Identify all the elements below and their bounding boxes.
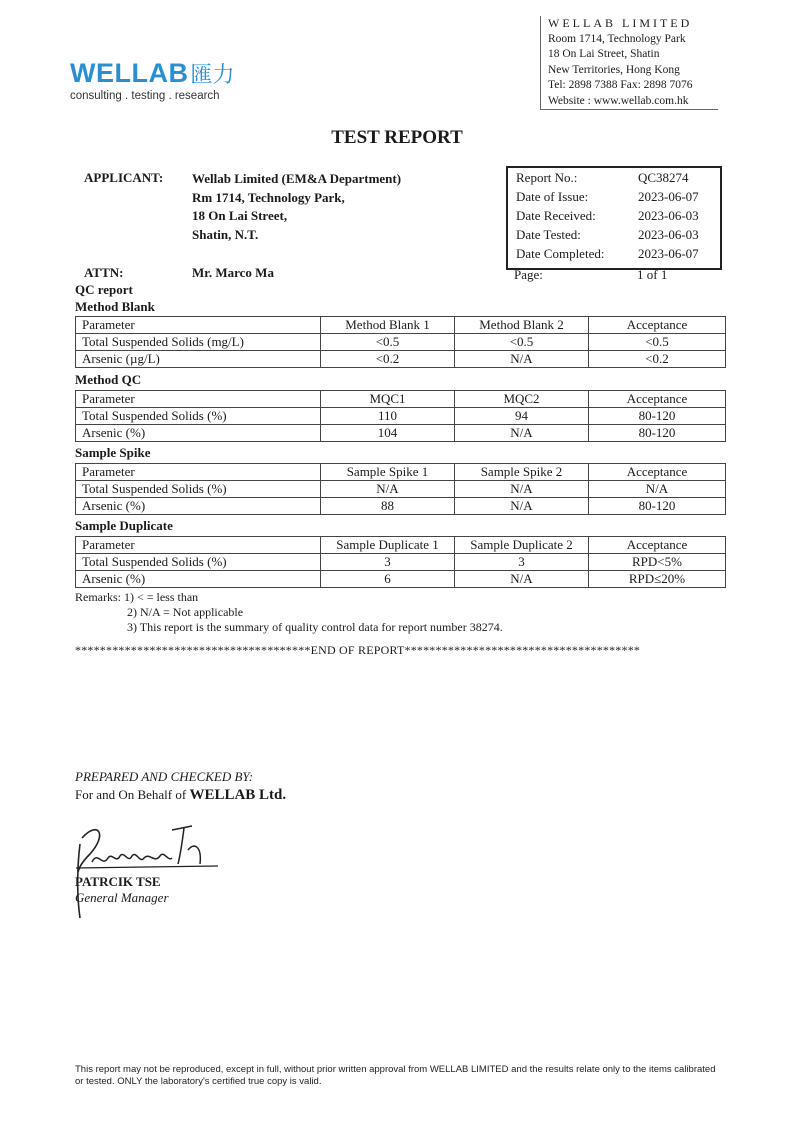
- table-cell: Total Suspended Solids (%): [76, 554, 321, 571]
- table-header-row: [76, 537, 726, 554]
- page-number: [514, 267, 668, 283]
- signatory-name: PATRCIK TSE: [75, 874, 161, 889]
- table-cell: N/A: [455, 425, 589, 442]
- table-cell: <0.2: [321, 351, 455, 368]
- info-value: QC38274: [638, 170, 689, 185]
- table-row: [76, 498, 726, 515]
- table-cell: 110: [321, 408, 455, 425]
- behalf-company: WELLAB Ltd.: [189, 787, 287, 803]
- table-sample-spike: [75, 463, 726, 515]
- table-sample-duplicate: [75, 536, 726, 588]
- table-row: [76, 408, 726, 425]
- attn-value: Mr. Marco Ma: [192, 265, 274, 280]
- table-cell: 6: [321, 571, 455, 588]
- info-key: Date of Issue:: [516, 189, 589, 204]
- header-cell: Parameter: [76, 391, 321, 408]
- on-behalf-line: [75, 787, 286, 804]
- table-cell: RPD<5%: [589, 554, 726, 571]
- table-cell: <0.5: [589, 334, 726, 351]
- table-cell: 88: [321, 498, 455, 515]
- table-cell: N/A: [455, 498, 589, 515]
- header-cell: MQC1: [321, 391, 455, 408]
- header-cell: Sample Spike 2: [455, 464, 589, 481]
- footer-disclaimer: This report may not be reproduced, except in full, without prior written approval from WELLAB LIMITED and the results relate only to the items calibrated or tested. ONLY the laboratory's certified true copy is valid.: [75, 1064, 716, 1087]
- table-method-qc: [75, 390, 726, 442]
- table-cell: N/A: [589, 481, 726, 498]
- table-cell: Arsenic (µg/L): [76, 351, 321, 368]
- table-cell: Total Suspended Solids (%): [76, 408, 321, 425]
- page-value: 1 of 1: [637, 267, 668, 282]
- address-line: New Territories, Hong Kong: [548, 63, 680, 76]
- table-cell: 3: [321, 554, 455, 571]
- applicant-line: Wellab Limited (EM&A Department): [192, 171, 402, 186]
- section-title-method-qc: Method QC: [75, 372, 142, 387]
- header-cell: Sample Spike 1: [321, 464, 455, 481]
- header-cell: Method Blank 1: [321, 317, 455, 334]
- table-cell: N/A: [455, 481, 589, 498]
- header-cell: Acceptance: [589, 391, 726, 408]
- table-cell: 94: [455, 408, 589, 425]
- header-cell: Sample Duplicate 1: [321, 537, 455, 554]
- table-cell: <0.5: [321, 334, 455, 351]
- table-header-row: [76, 464, 726, 481]
- applicant-line: Shatin, N.T.: [192, 226, 259, 242]
- table-row: [76, 571, 726, 588]
- remark-line: 2) N/A = Not applicable: [127, 605, 244, 619]
- table-cell: <0.5: [455, 334, 589, 351]
- table-row: [76, 351, 726, 368]
- logo-wordmark: WELLAB: [70, 58, 189, 88]
- info-key: Report No.:: [516, 170, 578, 185]
- section-title-sample-spike: Sample Spike: [75, 445, 151, 460]
- table-cell: Arsenic (%): [76, 425, 321, 442]
- company-address: [540, 16, 693, 109]
- info-value: 2023-06-03: [638, 227, 699, 242]
- info-value: 2023-06-07: [638, 246, 699, 261]
- table-cell: Total Suspended Solids (%): [76, 481, 321, 498]
- table-row: [76, 554, 726, 571]
- page-key: Page:: [514, 267, 543, 282]
- remark-line: Remarks: 1) < = less than: [75, 590, 199, 604]
- attn-label: ATTN:: [84, 265, 124, 280]
- section-title-sample-duplicate: Sample Duplicate: [75, 518, 173, 533]
- applicant-line: Rm 1714, Technology Park,: [192, 189, 345, 205]
- address-divider: [540, 109, 718, 110]
- header-cell: Acceptance: [589, 537, 726, 554]
- info-value: 2023-06-07: [638, 189, 699, 204]
- prepared-label: PREPARED AND CHECKED BY:: [75, 769, 254, 784]
- table-cell: RPD≤20%: [589, 571, 726, 588]
- table-cell: <0.2: [589, 351, 726, 368]
- header-cell: MQC2: [455, 391, 589, 408]
- table-header-row: [76, 391, 726, 408]
- header-cell: Parameter: [76, 464, 321, 481]
- info-row: [508, 225, 720, 244]
- section-title-method-blank: Method Blank: [75, 299, 155, 314]
- table-row: [76, 425, 726, 442]
- table-cell: 80-120: [589, 408, 726, 425]
- table-cell: 104: [321, 425, 455, 442]
- info-key: Date Completed:: [516, 246, 605, 261]
- address-website: Website : www.wellab.com.hk: [548, 94, 689, 107]
- address-phone: Tel: 2898 7388 Fax: 2898 7076: [548, 79, 693, 91]
- page-title: TEST REPORT: [331, 127, 463, 148]
- applicant-label: APPLICANT:: [84, 170, 164, 185]
- behalf-prefix: For and On Behalf of: [75, 787, 187, 802]
- table-cell: Arsenic (%): [76, 571, 321, 588]
- logo-tagline: consulting . testing . research: [70, 90, 220, 102]
- table-cell: 80-120: [589, 498, 726, 515]
- address-company: WELLAB LIMITED: [548, 16, 693, 30]
- table-row: [76, 334, 726, 351]
- header-cell: Sample Duplicate 2: [455, 537, 589, 554]
- table-row: [76, 481, 726, 498]
- end-of-report: **************************************END OF REPORT**************************************: [75, 643, 641, 657]
- applicant-line: 18 On Lai Street,: [192, 208, 288, 223]
- table-method-blank: [75, 316, 726, 368]
- info-key: Date Received:: [516, 208, 596, 223]
- header-cell: Acceptance: [589, 317, 726, 334]
- table-header-row: [76, 317, 726, 334]
- info-row: [508, 187, 720, 206]
- remark-line: 3) This report is the summary of quality control data for report number 38274.: [127, 620, 503, 634]
- report-info-box: [506, 166, 722, 270]
- table-cell: N/A: [455, 571, 589, 588]
- address-line: Room 1714, Technology Park: [548, 32, 686, 45]
- qc-report-label: QC report: [75, 282, 133, 297]
- logo-chinese: 匯力: [190, 63, 235, 88]
- table-cell: 3: [455, 554, 589, 571]
- applicant-details: [192, 170, 401, 244]
- header-cell: Method Blank 2: [455, 317, 589, 334]
- header-cell: Parameter: [76, 317, 321, 334]
- header-cell: Parameter: [76, 537, 321, 554]
- signatory-title: General Manager: [75, 890, 169, 905]
- company-logo: [70, 58, 235, 102]
- table-cell: Total Suspended Solids (mg/L): [76, 334, 321, 351]
- info-key: Date Tested:: [516, 227, 581, 242]
- header-cell: Acceptance: [589, 464, 726, 481]
- info-value: 2023-06-03: [638, 208, 699, 223]
- remarks: [75, 590, 503, 635]
- table-cell: N/A: [321, 481, 455, 498]
- info-row: [508, 168, 720, 187]
- table-cell: 80-120: [589, 425, 726, 442]
- address-line: 18 On Lai Street, Shatin: [548, 48, 660, 60]
- table-cell: N/A: [455, 351, 589, 368]
- table-cell: Arsenic (%): [76, 498, 321, 515]
- info-row: [508, 206, 720, 225]
- info-row: [508, 244, 720, 263]
